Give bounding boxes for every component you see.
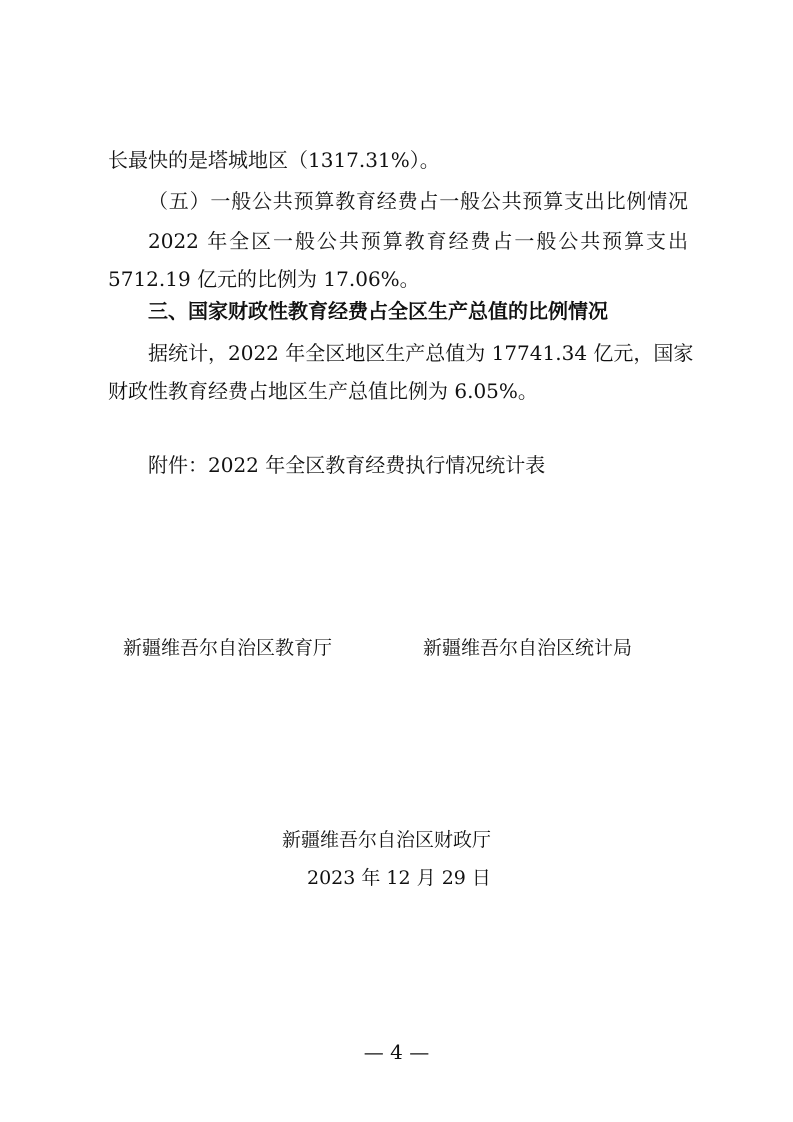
paragraph-gdp-ratio-line1: 据统计，2022 年全区地区生产总值为 17741.34 亿元，国家 bbox=[148, 341, 694, 365]
paragraph-continuation: 长最快的是塔城地区（1317.31%）。 bbox=[108, 148, 440, 172]
signature-statistics-bureau: 新疆维吾尔自治区统计局 bbox=[423, 637, 633, 659]
paragraph-budget-ratio-line2: 5712.19 亿元的比例为 17.06%。 bbox=[108, 267, 420, 291]
paragraph-gdp-ratio-line2: 财政性教育经费占地区生产总值比例为 6.05%。 bbox=[108, 379, 538, 403]
document-date: 2023 年 12 月 29 日 bbox=[307, 867, 491, 889]
signature-finance-dept: 新疆维吾尔自治区财政厅 bbox=[282, 829, 492, 851]
paragraph-budget-ratio-line1: 2022 年全区一般公共预算教育经费占一般公共预算支出 bbox=[148, 229, 688, 253]
section-heading-3: 三、国家财政性教育经费占全区生产总值的比例情况 bbox=[148, 299, 608, 323]
attachment-note: 附件：2022 年全区教育经费执行情况统计表 bbox=[148, 453, 546, 477]
page-number: — 4 — bbox=[363, 1040, 430, 1064]
signature-education-dept: 新疆维吾尔自治区教育厅 bbox=[123, 637, 333, 659]
section-heading-5: （五）一般公共预算教育经费占一般公共预算支出比例情况 bbox=[148, 189, 688, 213]
